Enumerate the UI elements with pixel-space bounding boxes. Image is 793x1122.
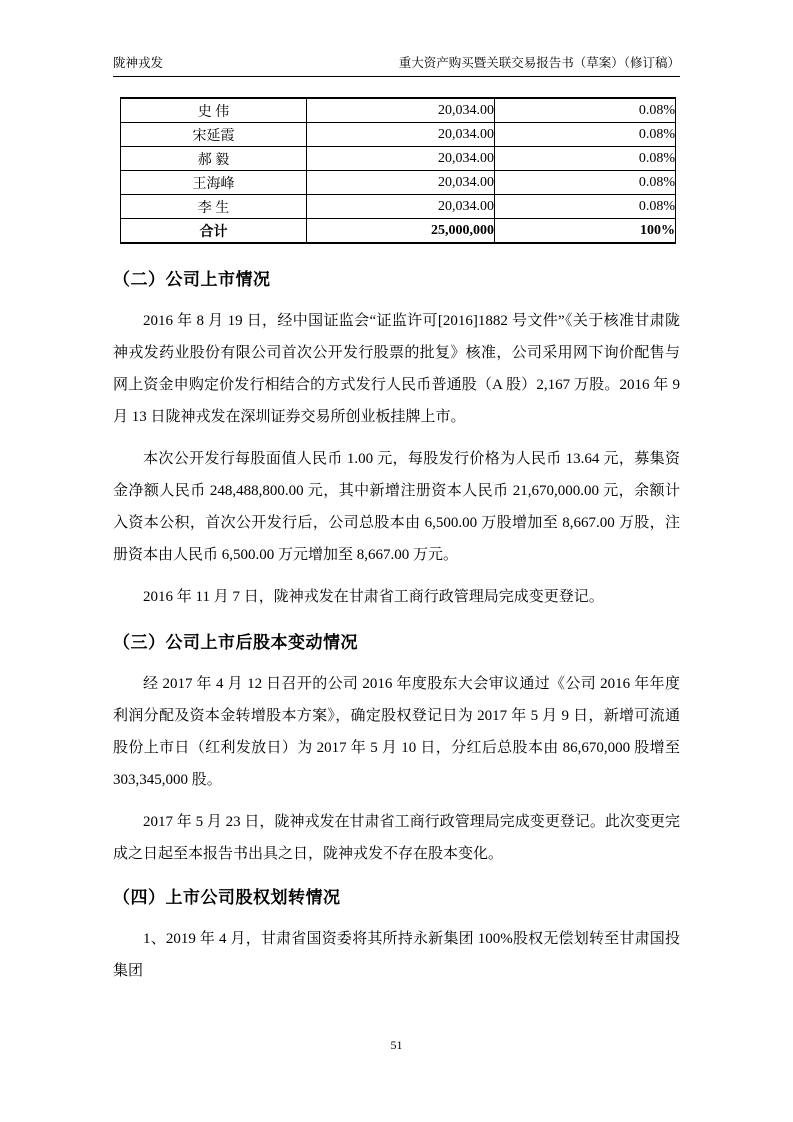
total-count-cell: 25,000,000 (307, 219, 495, 244)
shareholder-name-cell: 宋延霞 (121, 123, 307, 147)
shareholder-name-cell: 李 生 (121, 195, 307, 219)
shareholder-name-cell: 郝 毅 (121, 147, 307, 171)
share-percent-cell: 0.08% (495, 98, 676, 123)
page-footer (0, 1038, 793, 1053)
table-row (121, 98, 676, 123)
total-percent-cell: 100% (495, 219, 676, 244)
shareholder-name-cell: 王海峰 (121, 171, 307, 195)
total-label-cell: 合计 (121, 219, 307, 244)
share-count-cell: 20,034.00 (307, 171, 495, 195)
table-row (121, 195, 676, 219)
section-heading-capital-change: （三）公司上市后股本变动情况 (113, 633, 358, 652)
share-count-cell: 20,034.00 (307, 98, 495, 123)
share-percent-cell: 0.08% (495, 171, 676, 195)
header-company-name: 陇神戎发 (113, 56, 164, 70)
table-row (121, 147, 676, 171)
paragraph: 2016 年 11 月 7 日，陇神戎发在甘肃省工商行政管理局完成变更登记。 (143, 589, 604, 605)
paragraph: 2017 年 5 月 23 日，陇神戎发在甘肃省工商行政管理局完成变更登记。此次变更完成之日起至本报告书出具之日，陇神戎发不存在股本变化。 (113, 814, 680, 862)
paragraph: 本次公开发行每股面值人民币 1.00 元，每股发行价格为人民币 13.64 元，募集资金净额人民币 248,488,800.00 元，其中新增注册资本人民币 21,670,000.00 元，余额计入资本公积，首次公开发行后，公司总股本由 6,500.00 万股增加至 8,667.00 万股，注册资本由人民币 6,500.00 万元增加至 8,667.00 万元。 (113, 451, 680, 563)
share-percent-cell: 0.08% (495, 147, 676, 171)
page-content (113, 75, 680, 987)
shareholder-name-cell: 史 伟 (121, 98, 307, 123)
table-row (121, 123, 676, 147)
section-heading-equity-transfer: （四）上市公司股权划转情况 (113, 888, 341, 907)
section-heading-listing: （二）公司上市情况 (113, 270, 271, 289)
paragraph: 1、2019 年 4 月，甘肃省国资委将其所持永新集团 100%股权无偿划转至甘肃国投集团 (113, 931, 680, 979)
table-total-row (121, 219, 676, 244)
header-report-title: 重大资产购买暨关联交易报告书（草案）（修订稿） (398, 56, 680, 70)
paragraph: 经 2017 年 4 月 12 日召开的公司 2016 年度股东大会审议通过《公司 2016 年年度利润分配及资本金转增股本方案》，确定股权登记日为 2017 年 5 月 9 日，新增可流通股份上市日（红利发放日）为 2017 年 5 月 10 日，分红后总股本由 86,670,000 股增至 303,345,000 股。 (113, 676, 680, 788)
share-percent-cell: 0.08% (495, 195, 676, 219)
share-count-cell: 20,034.00 (307, 123, 495, 147)
running-header (113, 53, 680, 77)
share-count-cell: 20,034.00 (307, 147, 495, 171)
table-row (121, 171, 676, 195)
share-count-cell: 20,034.00 (307, 195, 495, 219)
page-number: 51 (390, 1038, 403, 1052)
paragraph: 2016 年 8 月 19 日，经中国证监会“证监许可[2016]1882 号文件”《关于核准甘肃陇神戎发药业股份有限公司首次公开发行股票的批复》核准，公司采用网下询价配售与网上资金申购定价发行相结合的方式发行人民币普通股（A 股）2,167 万股。2016 年 9 月 13 日陇神戎发在深圳证券交易所创业板挂牌上市。 (113, 313, 680, 425)
share-percent-cell: 0.08% (495, 123, 676, 147)
shareholder-table (120, 97, 676, 244)
